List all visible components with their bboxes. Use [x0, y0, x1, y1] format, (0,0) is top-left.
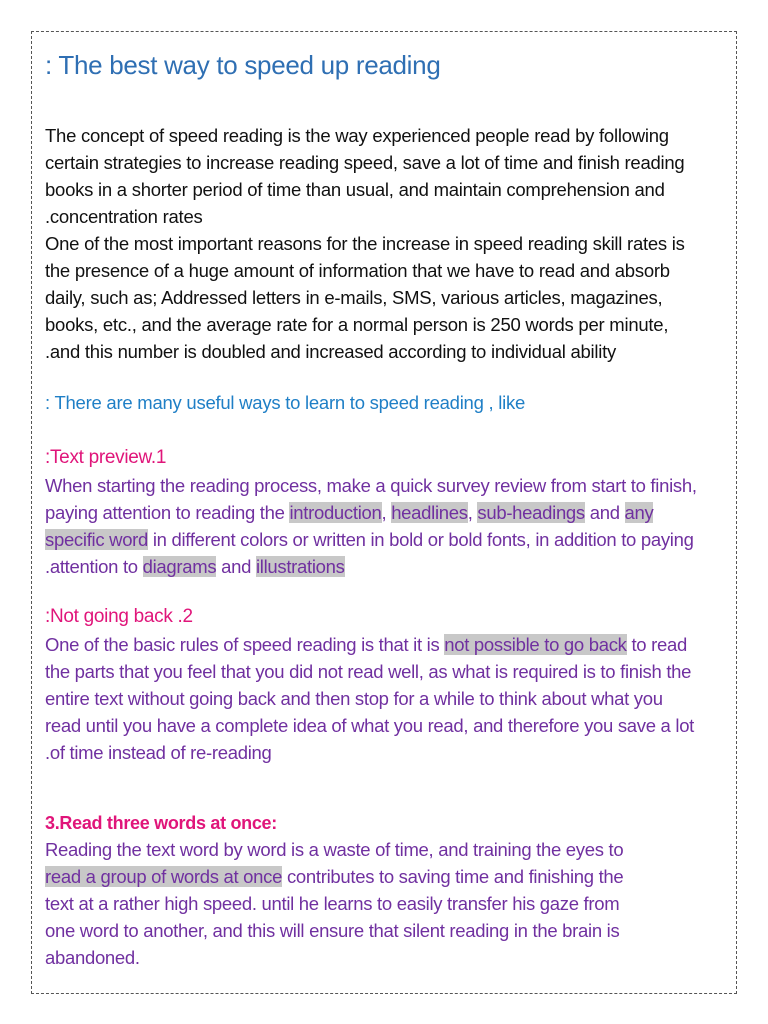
section-line — [45, 863, 745, 890]
section-line: .of time instead of re-reading — [45, 742, 272, 763]
section-text-preview-body — [45, 472, 745, 580]
text-run: .attention to — [45, 556, 143, 577]
intro-line: certain strategies to increase reading speed, save a lot of time and finish reading — [45, 152, 685, 173]
intro-line: books, etc., and the average rate for a normal person is 250 words per minute, — [45, 314, 669, 335]
intro-line: the presence of a huge amount of information that we have to read and absorb — [45, 260, 670, 281]
intro-line: daily, such as; Addressed letters in e-mails, SMS, various articles, magazines, — [45, 287, 663, 308]
highlighted-term: diagrams — [142, 556, 217, 577]
section-line — [45, 526, 745, 553]
text-run: paying attention to reading the — [45, 502, 290, 523]
text-run: , — [467, 502, 478, 523]
section-line — [45, 631, 745, 658]
text-run: and — [584, 502, 625, 523]
highlighted-term: illustrations — [255, 556, 345, 577]
intro-line: One of the most important reasons for the increase in speed reading skill rates is — [45, 233, 685, 254]
text-run: One of the basic rules of speed reading is that it is — [45, 634, 445, 655]
section-line: entire text without going back and then stop for a while to think about what you — [45, 688, 663, 709]
section-line — [45, 499, 745, 526]
ways-subtitle: : There are many useful ways to learn to speed reading , like — [45, 392, 526, 413]
section-heading-not-going-back: :Not going back .2 — [45, 606, 193, 627]
intro-paragraph — [45, 122, 735, 365]
highlighted-term: sub-headings — [477, 502, 585, 523]
section-three-words-body — [45, 836, 745, 971]
highlighted-term: any — [624, 502, 654, 523]
section-line — [45, 553, 745, 580]
highlighted-term: read a group of words at once — [45, 866, 283, 887]
text-run: in different colors or written in bold or bold fonts, in addition to paying — [148, 529, 694, 550]
section-line: When starting the reading process, make a quick survey review from start to finish, — [45, 475, 697, 496]
text-run: to read — [626, 634, 687, 655]
highlighted-term: specific word — [45, 529, 149, 550]
intro-line: .concentration rates — [45, 206, 203, 227]
page-title: : The best way to speed up reading — [45, 50, 441, 80]
highlighted-term: not possible to go back — [444, 634, 627, 655]
section-line: the parts that you feel that you did not read well, as what is required is to finish the — [45, 661, 692, 682]
highlighted-term: introduction — [289, 502, 382, 523]
text-run: contributes to saving time and finishing the — [282, 866, 624, 887]
section-line: text at a rather high speed. until he learns to easily transfer his gaze from — [45, 893, 620, 914]
section-line: one word to another, and this will ensure that silent reading in the brain is — [45, 920, 620, 941]
text-run: , — [381, 502, 392, 523]
section-line: abandoned. — [45, 947, 140, 968]
intro-line: The concept of speed reading is the way experienced people read by following — [45, 125, 669, 146]
section-heading-three-words: 3.Read three words at once: — [45, 813, 277, 833]
section-heading-text-preview: :Text preview.1 — [45, 447, 167, 468]
text-run: and — [216, 556, 256, 577]
intro-line: books in a shorter period of time than usual, and maintain comprehension and — [45, 179, 665, 200]
section-not-going-back-body — [45, 631, 745, 766]
section-line: read until you have a complete idea of what you read, and therefore you save a lot — [45, 715, 695, 736]
section-line: Reading the text word by word is a waste of time, and training the eyes to — [45, 839, 624, 860]
intro-line: .and this number is doubled and increased according to individual ability — [45, 341, 617, 362]
highlighted-term: headlines — [391, 502, 468, 523]
